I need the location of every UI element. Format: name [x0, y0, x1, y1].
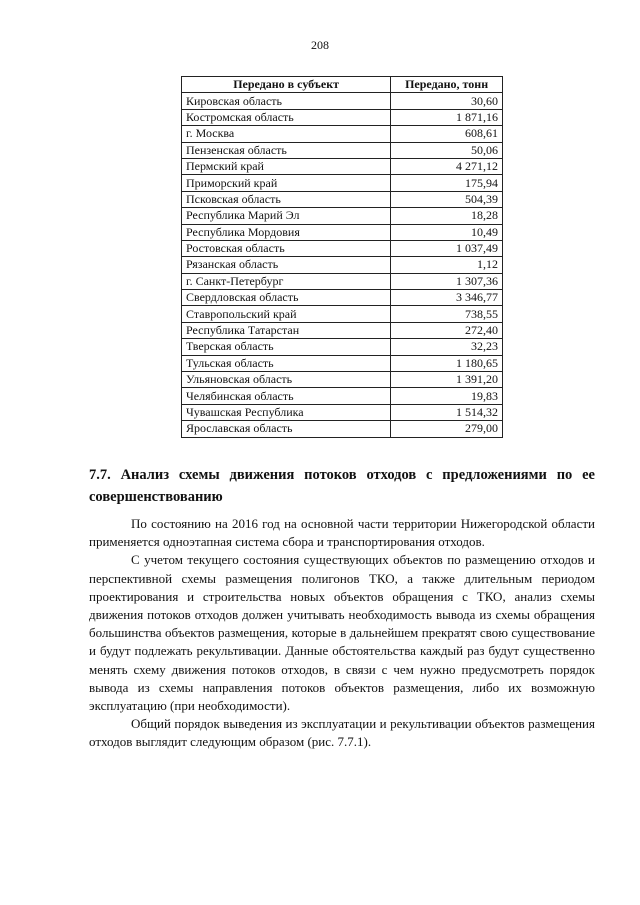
table-row — [182, 388, 503, 404]
region-cell: Республика Марий Эл — [182, 208, 391, 224]
table-row — [182, 224, 503, 240]
region-cell: Ростовская область — [182, 240, 391, 256]
region-cell: Чувашская Республика — [182, 404, 391, 420]
table-row — [182, 322, 503, 338]
tonnes-cell: 272,40 — [391, 322, 503, 338]
region-cell: Тверская область — [182, 339, 391, 355]
region-cell: Челябинская область — [182, 388, 391, 404]
tonnes-cell: 1 514,32 — [391, 404, 503, 420]
tonnes-cell: 279,00 — [391, 421, 503, 437]
section-heading: 7.7. Анализ схемы движения потоков отходов с предложениями по ее совершенствованию — [89, 467, 595, 505]
table-row — [182, 208, 503, 224]
region-cell: Ярославская область — [182, 421, 391, 437]
tonnes-cell: 1 037,49 — [391, 240, 503, 256]
tonnes-cell: 50,06 — [391, 142, 503, 158]
tonnes-cell: 175,94 — [391, 175, 503, 191]
tonnes-cell: 3 346,77 — [391, 290, 503, 306]
tonnes-cell: 32,23 — [391, 339, 503, 355]
body-text — [89, 515, 595, 752]
table-row — [182, 355, 503, 371]
region-cell: г. Санкт-Петербург — [182, 273, 391, 289]
table-row — [182, 126, 503, 142]
region-cell: Рязанская область — [182, 257, 391, 273]
tonnes-cell: 4 271,12 — [391, 158, 503, 174]
tonnes-cell: 504,39 — [391, 191, 503, 207]
table-row — [182, 158, 503, 174]
table-row — [182, 273, 503, 289]
region-cell: Кировская область — [182, 93, 391, 109]
paragraph: С учетом текущего состояния существующих объектов по размещению отходов и перспективной схемы размещения полигонов ТКО, а также длительным периодом проектирования и строительства новых объектов обращения с ТКО, анализ схемы движения потоков отходов должен учитывать необходимость вывода из схемы обращения большинства объектов размещения, которые в дальнейшем прекратят свою существование и будут подлежать рекультивации. Данные обстоятельства каждый раз будут существенно менять схему движения потоков отходов, в связи с чем нужно предусмотреть порядок вывода из схемы направления потоков объектов размещения, либо их возможную эксплуатацию (при необходимости). — [89, 552, 595, 714]
tonnes-cell: 1 391,20 — [391, 372, 503, 388]
table-header-row — [182, 77, 503, 93]
table-row — [182, 257, 503, 273]
tonnes-cell: 19,83 — [391, 388, 503, 404]
column-header-region: Передано в субъект — [182, 77, 391, 93]
tonnes-cell: 10,49 — [391, 224, 503, 240]
table-row — [182, 290, 503, 306]
table-row — [182, 93, 503, 109]
table-row — [182, 240, 503, 256]
region-cell: Республика Мордовия — [182, 224, 391, 240]
region-cell: Приморский край — [182, 175, 391, 191]
table-row — [182, 191, 503, 207]
paragraph: По состоянию на 2016 год на основной части территории Нижегородской области применяется одноэтапная система сбора и транспортирования отходов. — [89, 516, 595, 550]
tonnes-cell: 1 180,65 — [391, 355, 503, 371]
waste-transfer-table — [181, 76, 503, 438]
table-row — [182, 142, 503, 158]
table-row — [182, 372, 503, 388]
table-row — [182, 404, 503, 420]
table-row — [182, 421, 503, 437]
region-cell: Республика Татарстан — [182, 322, 391, 338]
tonnes-cell: 1,12 — [391, 257, 503, 273]
table-body — [182, 93, 503, 437]
table-row — [182, 175, 503, 191]
region-cell: Костромская область — [182, 109, 391, 125]
table-row — [182, 306, 503, 322]
tonnes-cell: 1 307,36 — [391, 273, 503, 289]
region-cell: Ставропольский край — [182, 306, 391, 322]
region-cell: Свердловская область — [182, 290, 391, 306]
page-number: 208 — [311, 38, 329, 52]
column-header-tonnes: Передано, тонн — [391, 77, 503, 93]
tonnes-cell: 18,28 — [391, 208, 503, 224]
region-cell: Пензенская область — [182, 142, 391, 158]
tonnes-cell: 30,60 — [391, 93, 503, 109]
table-row — [182, 339, 503, 355]
paragraph: Общий порядок выведения из эксплуатации и рекультивации объектов размещения отходов выглядит следующим образом (рис. 7.7.1). — [89, 716, 595, 750]
tonnes-cell: 608,61 — [391, 126, 503, 142]
tonnes-cell: 738,55 — [391, 306, 503, 322]
table-row — [182, 109, 503, 125]
tonnes-cell: 1 871,16 — [391, 109, 503, 125]
region-cell: г. Москва — [182, 126, 391, 142]
region-cell: Пермский край — [182, 158, 391, 174]
region-cell: Ульяновская область — [182, 372, 391, 388]
region-cell: Тульская область — [182, 355, 391, 371]
region-cell: Псковская область — [182, 191, 391, 207]
